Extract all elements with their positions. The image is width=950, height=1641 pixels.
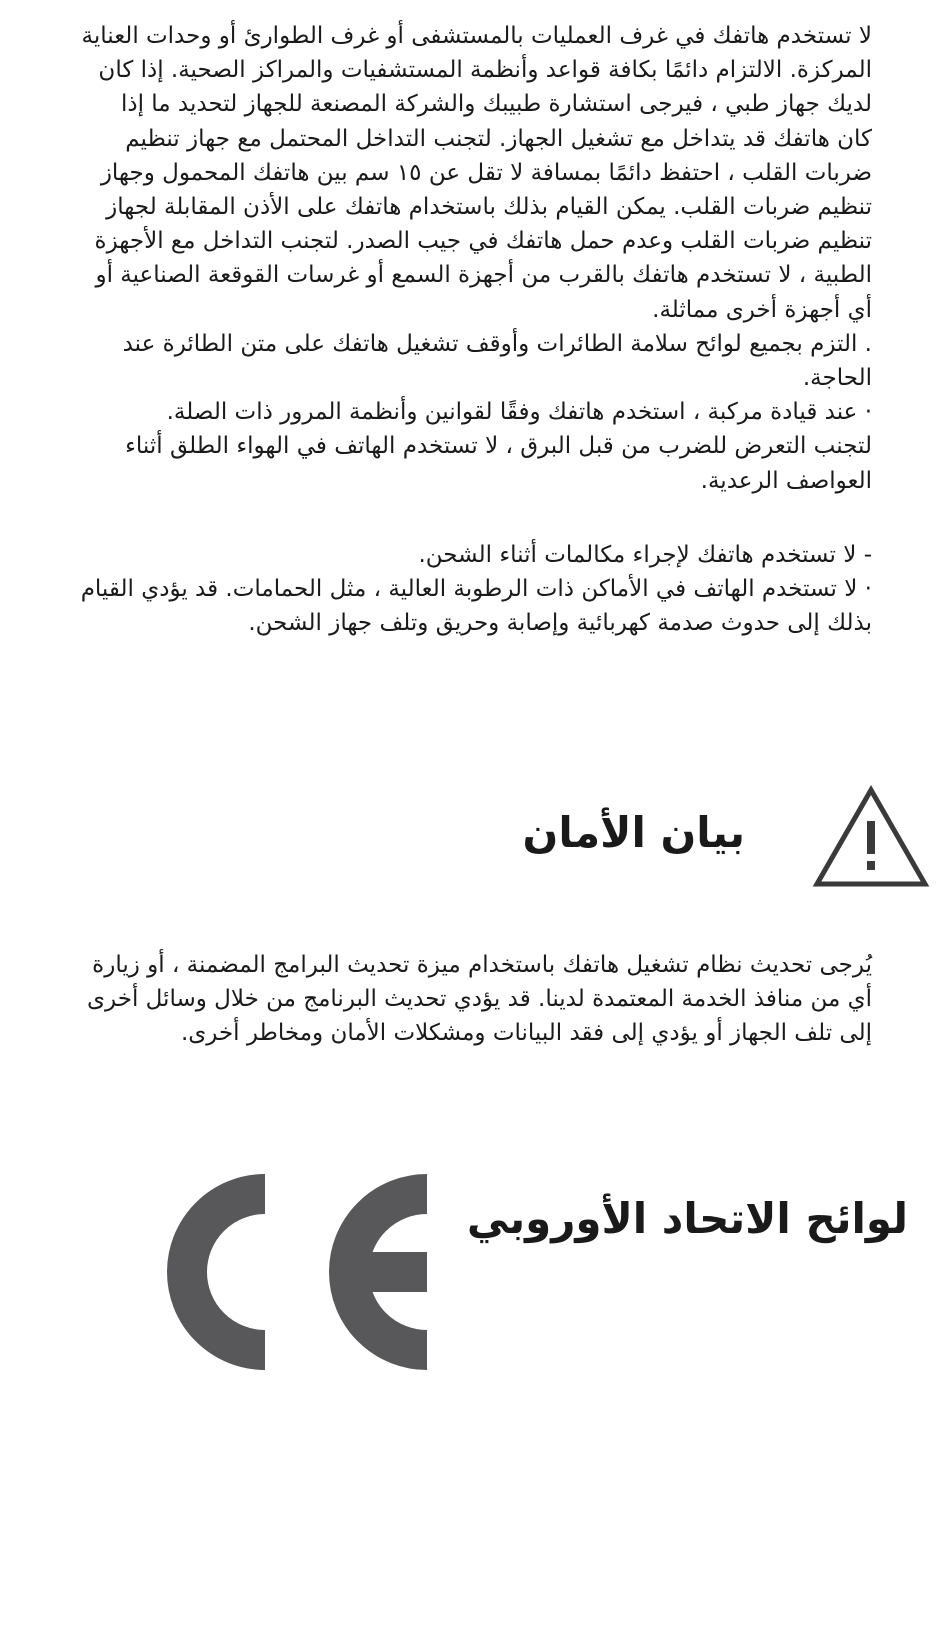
text-line: يُرجى تحديث نظام تشغيل هاتفك باستخدام ميزة تحديث البرامج المضمنة ، أو زيارة xyxy=(92,952,872,978)
text-line: لديك جهاز طبي ، فيرجى استشارة طبيبك والشركة المصنعة للجهاز لتحديد ما إذا xyxy=(120,91,872,118)
text-line: · لا تستخدم الهاتف في الأماكن ذات الرطوبة العالية ، مثل الحمامات. قد يؤدي القيام xyxy=(80,576,872,603)
warning-triangle-icon xyxy=(812,785,930,889)
text-line: إلى تلف الجهاز أو يؤدي إلى فقد البيانات ومشكلات الأمان ومخاطر أخرى. xyxy=(180,1020,872,1047)
text-line: كان هاتفك قد يتداخل مع تشغيل الجهاز. لتجنب التداخل المحتمل مع جهاز تنظيم xyxy=(125,125,872,152)
text-line: - لا تستخدم هاتفك لإجراء مكالمات أثناء الشحن. xyxy=(418,542,872,568)
text-line: أي أجهزة أخرى مماثلة. xyxy=(652,296,872,323)
text-line: تنظيم ضربات القلب. يمكن القيام بذلك باستخدام هاتفك على الأذن المقابلة لجهاز xyxy=(106,194,872,221)
ce-mark-logo xyxy=(165,1174,447,1370)
text-line: لتجنب التعرض للضرب من قبل البرق ، لا تستخدم الهاتف في الهواء الطلق أثناء xyxy=(125,433,872,460)
charging-safety-section xyxy=(81,538,872,641)
medical-safety-paragraph xyxy=(82,19,872,498)
text-line: المركزة. الالتزام دائمًا بكافة قواعد وأنظمة المستشفيات والمراكز الصحية. إذا كان xyxy=(98,57,872,84)
text-line: العواصف الرعدية. xyxy=(700,467,872,494)
text-line: ضربات القلب ، احتفظ دائمًا بمسافة لا تقل عن ١٥ سم بين هاتفك المحمول وجهاز xyxy=(100,159,872,186)
software-update-paragraph xyxy=(87,948,872,1051)
text-line: . التزم بجميع لوائح سلامة الطائرات وأوقف تشغيل هاتفك على متن الطائرة عند xyxy=(122,330,872,357)
text-line: الحاجة. xyxy=(802,365,872,392)
text-line: بذلك إلى حدوث صدمة كهربائية وإصابة وحريق وتلف جهاز الشحن. xyxy=(248,610,872,637)
charging-safety-paragraph xyxy=(81,538,872,641)
safety-statement-heading: بيان الأمان xyxy=(522,808,745,857)
text-line: لا تستخدم هاتفك في غرف العمليات بالمستشفى أو غرف الطوارئ أو وحدات العناية xyxy=(81,23,872,49)
medical-safety-section xyxy=(82,19,872,498)
text-line: تنظيم ضربات القلب وعدم حمل هاتفك في جيب الصدر. لتجنب التداخل مع الأجهزة xyxy=(94,228,872,255)
software-update-section xyxy=(87,948,872,1051)
text-line: · عند قيادة مركبة ، استخدم هاتفك وفقًا لقوانين وأنظمة المرور ذات الصلة. xyxy=(166,399,872,426)
text-line: الطبية ، لا تستخدم هاتفك بالقرب من أجهزة السمع أو غرسات القوقعة الصناعية أو xyxy=(95,262,872,289)
eu-regulations-heading: لوائح الاتحاد الأوروبي xyxy=(466,1194,908,1243)
text-line: أي من منافذ الخدمة المعتمدة لدينا. قد يؤدي تحديث البرنامج من خلال وسائل أخرى xyxy=(87,986,872,1013)
